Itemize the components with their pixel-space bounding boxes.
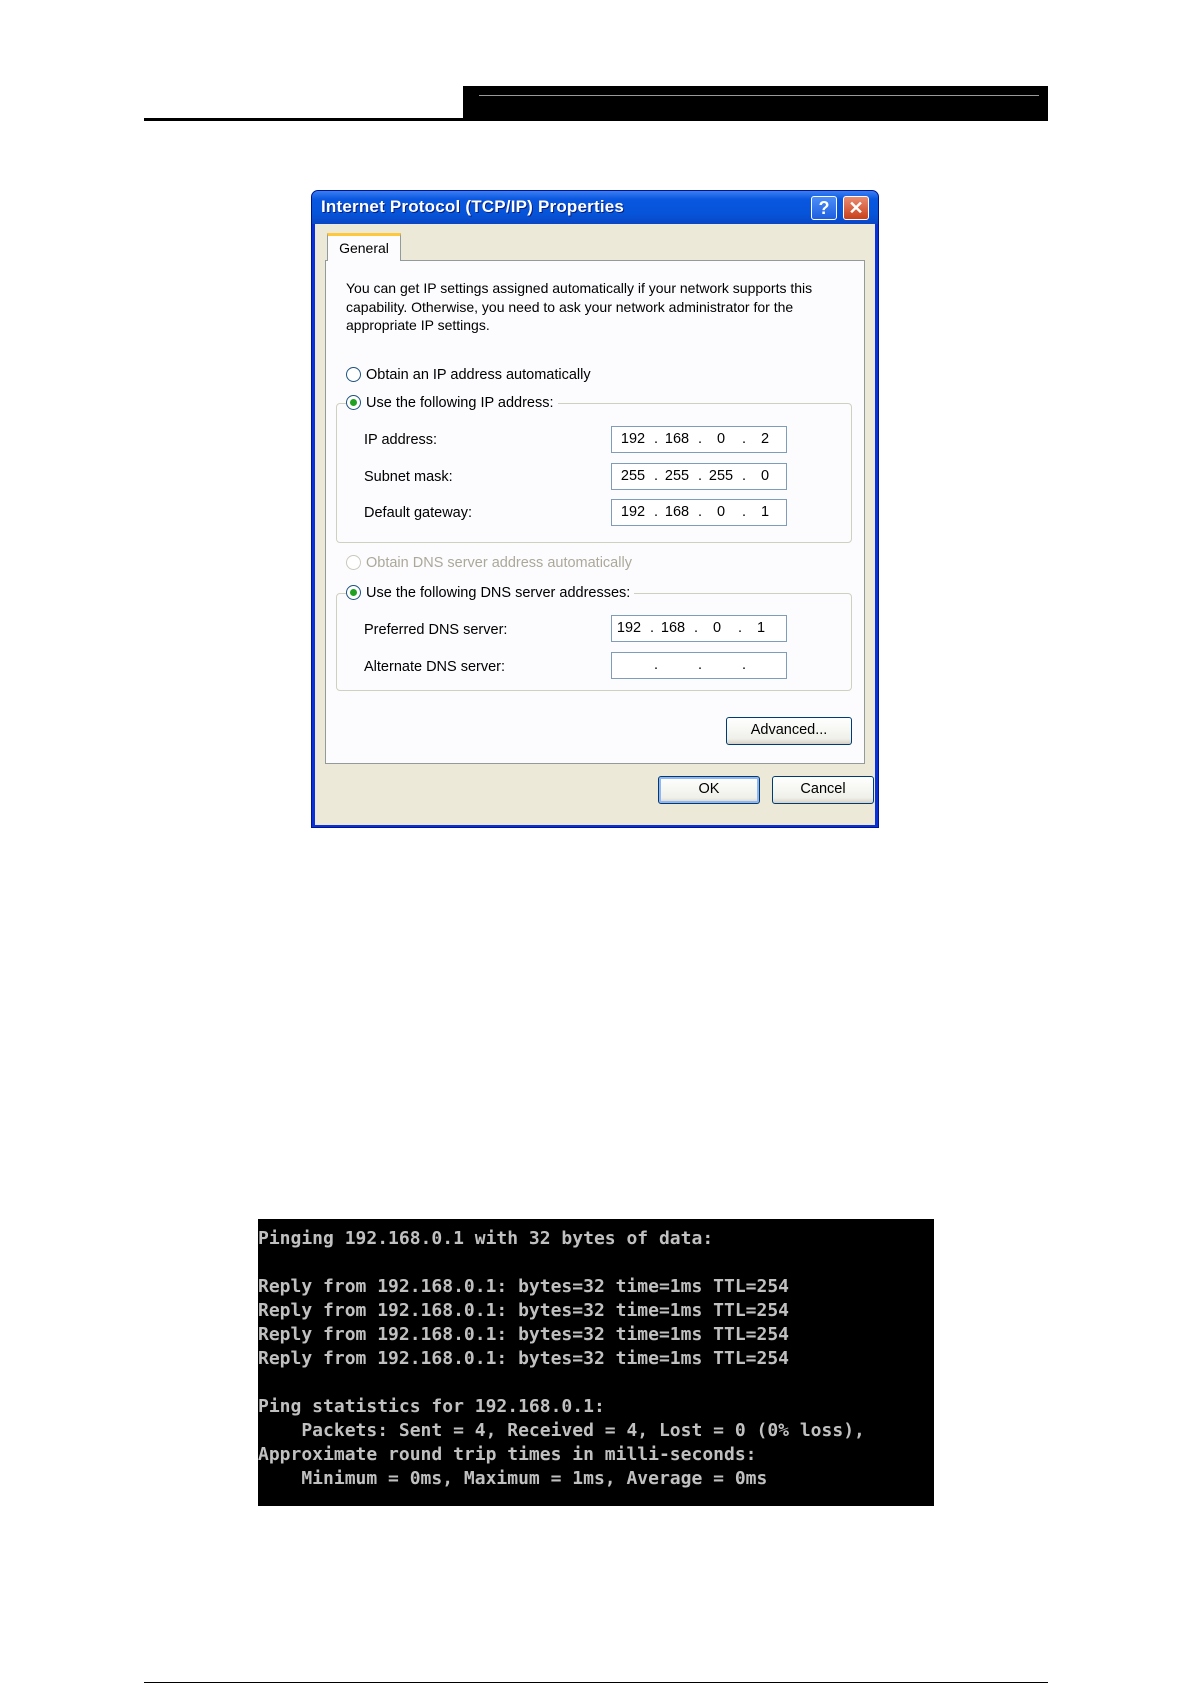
ip-address-input[interactable]: 192 . 168 . 0 . 2 bbox=[611, 426, 787, 453]
radio-dns-auto-label: Obtain DNS server address automatically bbox=[366, 555, 632, 571]
tab-general-label: General bbox=[339, 240, 389, 256]
dialog-title: Internet Protocol (TCP/IP) Properties bbox=[321, 197, 625, 216]
header-inner-line bbox=[479, 95, 1039, 96]
preferred-dns-label: Preferred DNS server: bbox=[364, 622, 508, 638]
console-line: Reply from 192.168.0.1: bytes=32 time=1ms TTL=254 bbox=[258, 1348, 790, 1369]
console-line: Reply from 192.168.0.1: bytes=32 time=1ms TTL=254 bbox=[258, 1324, 790, 1345]
tab-general[interactable] bbox=[327, 233, 401, 261]
radio-dns-auto[interactable] bbox=[346, 555, 632, 571]
help-button[interactable] bbox=[811, 196, 837, 220]
ip-address-label: IP address: bbox=[364, 432, 438, 448]
footer-rule bbox=[144, 1682, 1048, 1683]
console-line: Packets: Sent = 4, Received = 4, Lost = 0 (0% loss), bbox=[258, 1420, 865, 1441]
alternate-dns-input[interactable]: . . . bbox=[611, 652, 787, 679]
radio-ip-manual[interactable] bbox=[346, 395, 558, 411]
radio-ip-manual-label: Use the following IP address: bbox=[366, 395, 554, 411]
dialog-client bbox=[315, 224, 875, 825]
radio-ip-auto-indicator bbox=[346, 367, 361, 382]
default-gateway-label: Default gateway: bbox=[364, 505, 473, 521]
radio-dns-auto-indicator bbox=[346, 555, 361, 570]
radio-ip-auto-label: Obtain an IP address automatically bbox=[366, 367, 591, 383]
radio-dns-manual-label: Use the following DNS server addresses: bbox=[366, 585, 631, 601]
general-tab-panel bbox=[325, 260, 865, 764]
radio-dns-manual[interactable] bbox=[346, 585, 634, 601]
ping-console bbox=[258, 1219, 934, 1506]
close-icon: ✕ bbox=[848, 198, 864, 218]
console-line: Reply from 192.168.0.1: bytes=32 time=1ms TTL=254 bbox=[258, 1276, 790, 1297]
console-line: Minimum = 0ms, Maximum = 1ms, Average = 0ms bbox=[258, 1468, 768, 1489]
description-text: You can get IP settings assigned automatically if your network supports this capability. Otherwise, you need to ask your network administrator for the appropriate IP settings. bbox=[346, 280, 813, 333]
ok-button[interactable]: OK bbox=[658, 776, 760, 804]
alternate-dns-label: Alternate DNS server: bbox=[364, 659, 506, 675]
help-icon: ? bbox=[818, 198, 830, 218]
header-bar bbox=[463, 86, 1048, 121]
cancel-button[interactable]: Cancel bbox=[772, 776, 874, 804]
close-button[interactable] bbox=[843, 196, 869, 220]
console-line: Approximate round trip times in milli-seconds: bbox=[258, 1444, 757, 1465]
console-line: Reply from 192.168.0.1: bytes=32 time=1ms TTL=254 bbox=[258, 1300, 790, 1321]
radio-ip-manual-indicator bbox=[346, 395, 361, 410]
subnet-mask-input[interactable]: 255 . 255 . 255 . 0 bbox=[611, 463, 787, 490]
console-line: Pinging 192.168.0.1 with 32 bytes of data: bbox=[258, 1228, 714, 1249]
subnet-mask-label: Subnet mask: bbox=[364, 469, 453, 485]
preferred-dns-input[interactable]: 192 . 168 . 0 . 1 bbox=[611, 615, 787, 642]
radio-dns-manual-indicator bbox=[346, 585, 361, 600]
console-line: Ping statistics for 192.168.0.1: bbox=[258, 1396, 605, 1417]
advanced-button[interactable]: Advanced... bbox=[726, 717, 852, 745]
radio-ip-auto[interactable] bbox=[346, 367, 591, 383]
tcpip-properties-dialog bbox=[311, 190, 879, 828]
default-gateway-input[interactable]: 192 . 168 . 0 . 1 bbox=[611, 499, 787, 526]
dialog-titlebar[interactable] bbox=[312, 191, 878, 224]
